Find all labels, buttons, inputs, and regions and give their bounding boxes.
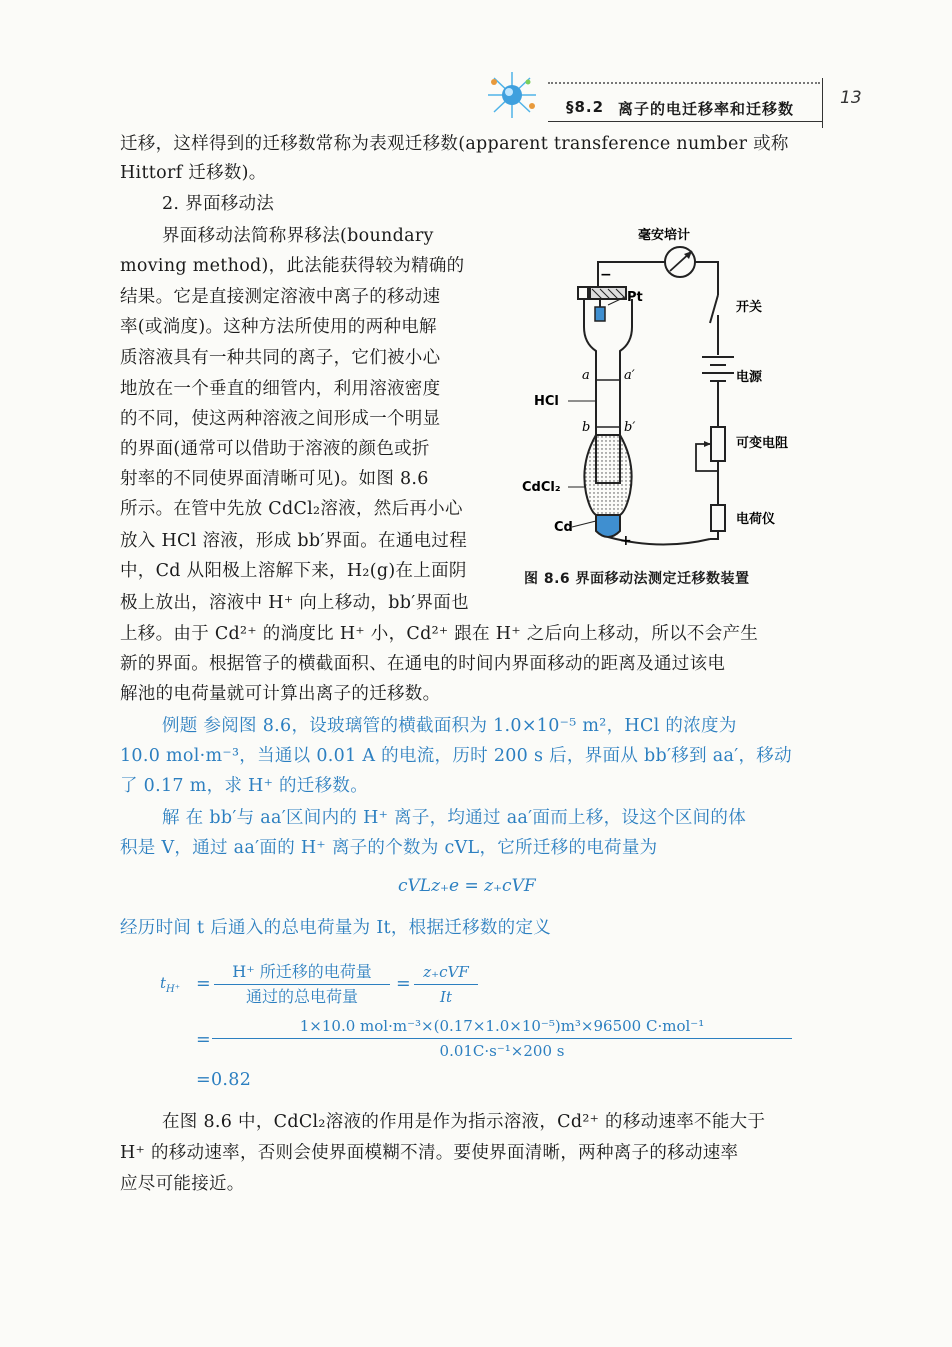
label-a: a [582,368,590,383]
figure-8-6 [520,215,820,560]
example-line: 了 0.17 m，求 H⁺ 的迁移数。 [120,776,369,796]
column-line: 极上放出，溶液中 H⁺ 向上移动，bb′界面也 [120,593,469,613]
fraction-denominator: 通过的总电荷量 [214,984,390,1009]
column-line: 地放在一个垂直的细管内，利用溶液密度 [120,379,441,399]
header-dotted-rule [548,82,820,84]
column-line: 结果。它是直接测定溶液中离子的移动速 [120,287,441,307]
result-value: =0.82 [196,1070,252,1090]
column-line: 射率的不同使界面清晰可见)。如图 8.6 [120,469,429,489]
coulometer-symbol [711,505,725,531]
paragraph-line: Hittorf 迁移数)。 [120,163,267,183]
solution-line: 解 在 bb′与 aa′区间内的 H⁺ 离子，均通过 aa′面而上移，设这个区间的体 [162,808,747,828]
header-title: 离子的电迁移率和迁移数 [618,100,795,118]
fraction-numerator: 1×10.0 mol·m⁻³×(0.17×1.0×10⁻⁵)m³×96500 C·mol⁻¹ [299,1017,705,1035]
equals-sign: = [196,974,211,994]
column-line: 率(或淌度)。这种方法所使用的两种电解 [120,317,437,337]
label-plus: + [620,533,632,549]
column-line: 的不同，使这两种溶液之间形成一个明显 [120,409,441,429]
example-line: 10.0 mol·m⁻³，当通以 0.01 A 的电流，历时 200 s 后，界面从 bb′移到 aa′，移动 [120,746,792,766]
section-heading: 2. 界面移动法 [162,194,275,214]
fraction-numeric [212,1014,792,1063]
paragraph-line: 在图 8.6 中，CdCl₂溶液的作用是作为指示溶液，Cd²⁺ 的移动速率不能大于 [162,1112,766,1132]
t-subscript: H⁺ [166,984,181,995]
rheostat-symbol [711,427,725,461]
label-a-prime: a′ [624,368,635,383]
paragraph-line: 解池的电荷量就可计算出离子的迁移数。 [120,684,441,704]
cdcl2-bulb [584,435,631,515]
label-milliammeter: 毫安培计 [638,228,691,243]
switch-symbol [710,295,718,323]
page-number: 13 [840,88,862,108]
label-b-prime: b′ [624,420,636,435]
t-letter: t [160,974,167,992]
fraction-denominator: It [414,984,478,1009]
paragraph-line: H⁺ 的移动速率，否则会使界面模糊不清。要使界面清晰，两种离子的移动速率 [120,1143,739,1163]
equals-sign: = [196,1030,211,1050]
header-section: §8.2 [566,98,605,116]
label-power: 电源 [736,370,763,385]
solution-line: 经历时间 t 后通入的总电荷量为 It，根据迁移数的定义 [120,918,552,938]
equation-charge: cVLz₊e = z₊cVF [398,876,536,896]
column-line: 放入 HCl 溶液，形成 bb′界面。在通电过程 [120,531,468,551]
fraction-denominator: 0.01C·s⁻¹×200 s [212,1038,792,1063]
figure-caption: 图 8.6 界面移动法测定迁移数装置 [524,571,750,587]
column-line: 的界面(通常可以借助于溶液的颜色或折 [120,439,430,459]
paragraph-line: 迁移，这样得到的迁移数常称为表观迁移数(apparent transference number 或称 [120,134,789,154]
label-minus: − [600,267,612,283]
cd-electrode [596,515,620,537]
column-line: 所示。在管中先放 CdCl₂溶液，然后再小心 [120,499,463,519]
fraction-formula [414,960,478,1009]
pt-electrode [595,307,605,321]
label-coulometer: 电荷仪 [736,512,776,527]
column-line: 界面移动法简称界移法(boundary [162,226,434,246]
column-line: 中，Cd 从阳极上溶解下来，H₂(g)在上面阴 [120,561,467,581]
label-cdcl2: CdCl₂ [522,480,561,495]
paragraph-line: 应尽可能接近。 [120,1174,245,1194]
label-switch: 开关 [736,300,763,315]
fraction-definition [214,960,390,1009]
label-b: b [582,420,591,435]
header-logo [484,70,540,120]
t-symbol [160,974,180,995]
equals-sign: = [396,974,411,994]
paragraph-line: 新的界面。根据管子的横截面积、在通电的时间内界面移动的距离及通过该电 [120,654,726,674]
fraction-numerator: z₊cVF [423,963,469,981]
label-pt: Pt [627,290,643,305]
header-underline [548,121,822,122]
example-line: 例题 参阅图 8.6，设玻璃管的横截面积为 1.0×10⁻⁵ m²，HCl 的浓度为 [162,716,737,736]
solution-line: 积是 V，通过 aa′面的 H⁺ 离子的个数为 cVL，它所迁移的电荷量为 [120,838,658,858]
paragraph-line: 上移。由于 Cd²⁺ 的淌度比 H⁺ 小，Cd²⁺ 跟在 H⁺ 之后向上移动，所以不会产生 [120,624,759,644]
label-cd: Cd [554,520,573,535]
column-line: moving method)，此法能获得较为精确的 [120,256,465,276]
header-vertical-rule [822,78,823,128]
label-hcl: HCl [534,394,559,409]
label-rheostat: 可变电阻 [736,436,789,451]
fraction-numerator: H⁺ 所迁移的电荷量 [232,962,372,981]
column-line: 质溶液具有一种共同的离子，它们被小心 [120,348,441,368]
